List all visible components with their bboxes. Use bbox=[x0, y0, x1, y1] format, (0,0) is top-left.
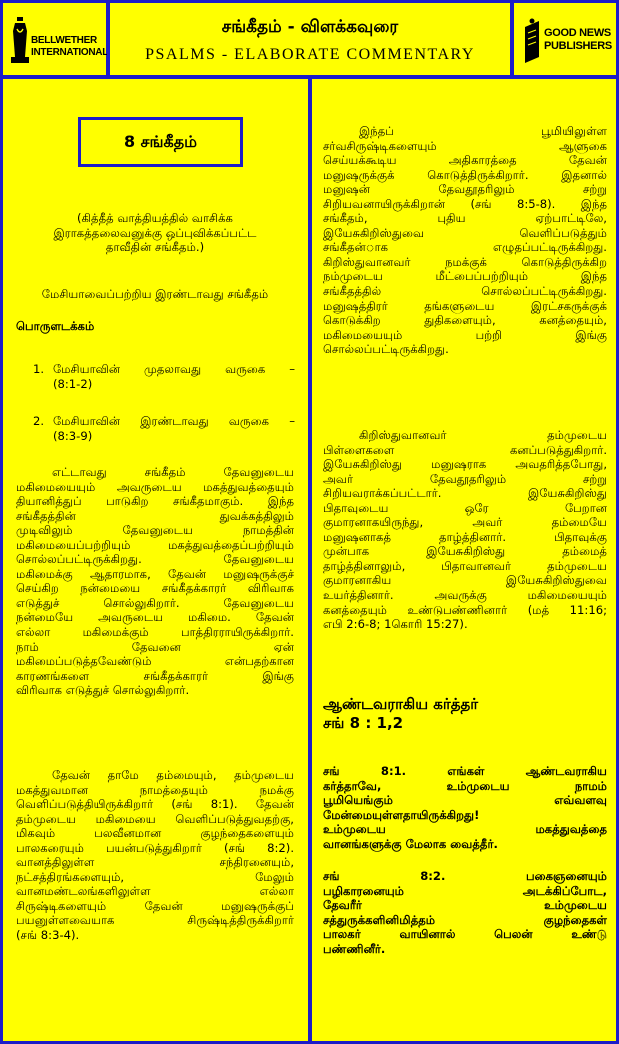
text-line: மகிமைக்கு ஆதாரமாக, தேவன் மனுஷருக்குச் bbox=[16, 566, 294, 581]
outline-reference: (8:3-9) bbox=[53, 428, 93, 443]
good-news-logo-line1: GOOD NEWS bbox=[544, 27, 611, 39]
left-paragraph-2 bbox=[16, 768, 294, 943]
good-news-logo-line2: PUBLISHERS bbox=[544, 40, 612, 52]
text-line: முடிவிலும் தேவனுடைய நாமத்தின் bbox=[16, 523, 294, 538]
text-line: மகிமையையும் பற்றி இங்கு bbox=[323, 327, 607, 342]
text-line: விரிவாக எடுத்துச் சொல்லுகிறார். bbox=[16, 683, 190, 698]
outline-item bbox=[33, 362, 295, 391]
text-line: கொடுக்கிற துதிகளையும், கனத்தையும், bbox=[323, 313, 607, 328]
bellwether-logo-line2: INTERNATIONAL bbox=[31, 47, 109, 58]
text-line: உயர்த்தினார். அவருக்கு மகிமையையும் bbox=[323, 588, 607, 603]
text-line: செய்யக்கூடிய அதிகாரத்தை தேவன் bbox=[323, 153, 607, 168]
text-line: குமாரனாகயிருந்து, அவர் தம்மையே bbox=[323, 515, 607, 530]
subtitle-line: (கித்தீத் வாத்தியத்தில் வாசிக்க bbox=[77, 211, 233, 225]
text-line: வெளிப்படுத்தியிருக்கிறார் (சங் 8:1). தேவன் bbox=[16, 797, 294, 812]
good-news-logo bbox=[522, 15, 610, 67]
text-line: மனுஷனாகத் தாழ்த்தினார். பிதாவுக்கு bbox=[323, 529, 607, 544]
text-line: மிகவும் பலவீனமான குழந்தைகளையும் bbox=[16, 826, 294, 841]
header-left-logo-box bbox=[0, 0, 109, 78]
text-line: (சங் 8:3-4). bbox=[16, 928, 80, 943]
verse-line: பூமியெங்கும் எவ்வளவு bbox=[323, 793, 607, 808]
page-title-tamil: சங்கீதம் - விளக்கவுரை bbox=[221, 17, 399, 37]
text-line: தாழ்த்தினாலும், பிதாவானவர் தம்முடைய bbox=[323, 558, 607, 573]
bellwether-logo-line1: BELLWETHER bbox=[31, 35, 97, 46]
text-line: பிள்ளைகளை கனப்படுத்துகிறார். bbox=[323, 442, 607, 457]
text-line: மகிமைப்படுத்தவேண்டும் என்பதற்கான bbox=[16, 654, 294, 669]
outline-text: மேசியாவின் முதலாவது வருகை – bbox=[53, 362, 295, 376]
verse-line: சங் 8:2. பகைஞனையும் bbox=[323, 869, 607, 883]
verse-line: உம்முடைய மகத்துவத்தை bbox=[323, 822, 607, 837]
text-line: மனுஷத்திரர் தங்களுடைய இரட்சகருக்குக் bbox=[323, 298, 607, 313]
header-right-logo-box bbox=[511, 0, 619, 78]
verse-line: பண்ணினீர். bbox=[323, 941, 386, 956]
right-paragraph-2 bbox=[323, 428, 607, 632]
text-line: கனத்தையும் உண்டுபண்ணினார் (மத் 11:16; bbox=[323, 602, 607, 617]
text-line: பயனுள்ளவையாக சிருஷ்டித்திருக்கிறார் bbox=[16, 913, 294, 928]
text-line: காரணங்களை சங்கீதக்காரர் இங்கு bbox=[16, 668, 294, 683]
text-line: வானத்திலுள்ள சந்திரனையும், bbox=[16, 855, 294, 870]
text-line: அவர் தேவதூதரிலும் சற்று bbox=[323, 471, 607, 486]
verse-8-1 bbox=[323, 764, 607, 851]
bellwether-logo bbox=[11, 15, 109, 67]
verse-line: தேவரீர் உம்முடைய bbox=[323, 898, 607, 913]
psalm-subtitle bbox=[20, 211, 290, 255]
section-heading bbox=[323, 695, 607, 733]
page-title-english: PSALMS - ELABORATE COMMENTARY bbox=[145, 46, 475, 63]
outline-reference: (8:1-2) bbox=[53, 376, 93, 391]
verse-line: மேன்மையுள்ளதாயிருக்கிறது! bbox=[323, 807, 480, 822]
text-line: இயேசுகிறிஸ்து மனுஷராக அவதரித்தபோது, bbox=[323, 457, 607, 472]
text-line: பாலகரையும் பயன்படுத்துகிறார் (சங் 8:2). bbox=[16, 840, 294, 855]
text-line: சிறியவராக்கப்பட்டார். இயேசுகிறிஸ்து bbox=[323, 486, 607, 501]
text-line: மகிமையைப்பற்றியும் மகத்துவத்தைப்பற்றியும் bbox=[16, 537, 294, 552]
text-line: சொல்லப்பட்டிருக்கிறது. bbox=[323, 342, 449, 357]
text-line: எல்லா மகிமைக்கும் பாத்திரராயிருக்கிறார். bbox=[16, 625, 294, 640]
verse-line: கர்த்தாவே, உம்முடைய நாமம் bbox=[323, 778, 607, 793]
psalm-title: 8 சங்கீதம் bbox=[78, 117, 243, 167]
text-line: நாம் தேவனை ஏன் bbox=[16, 639, 294, 654]
text-line: மனுஷருக்குக் கொடுத்திருக்கிறார். இதனால் bbox=[323, 167, 607, 182]
text-line: மகத்துவமான நாமத்தையும் நமக்கு bbox=[16, 782, 294, 797]
text-line: நன்மையே அவருடைய மகிமை. தேவன் bbox=[16, 610, 294, 625]
text-line: சிருஷ்டிகளையும் தேவன் மனுஷருக்குப் bbox=[16, 898, 294, 913]
text-line: எடுத்துச் சொல்லுகிறார். தேவனுடைய bbox=[16, 595, 294, 610]
outline-item bbox=[33, 414, 295, 443]
text-line: சிறியவனாயிருக்கிறான் (சங் 8:5-8). இந்த bbox=[323, 196, 607, 211]
text-line: கிறிஸ்துவானவர் தம்முடைய bbox=[359, 428, 607, 442]
verse-line: பாலகர் வாயினால் பெலன் உண்டு bbox=[323, 927, 607, 942]
text-line: சங்கீதம், புதிய ஏற்பாட்டிலே, bbox=[323, 211, 607, 226]
text-line: பிதாவுடைய ஒரே பேறான bbox=[323, 500, 607, 515]
text-line: நட்சத்திரங்களையும், மேலும் bbox=[16, 869, 294, 884]
verse-line: பழிகாரனையும் அடக்கிப்போட, bbox=[323, 883, 607, 898]
verse-line: சத்துருக்களினிமித்தம் குழந்தைகள் bbox=[323, 912, 607, 927]
contents-heading: பொருளடக்கம் bbox=[16, 319, 95, 333]
text-line: தேவன் தாமே தம்மையும், தம்முடைய bbox=[52, 768, 294, 782]
outline-text: மேசியாவின் இரண்டாவது வருகை – bbox=[53, 414, 295, 428]
text-line: முன்பாக இயேசுகிறிஸ்து தம்மைத் bbox=[323, 544, 607, 559]
section-heading-line: ஆண்டவராகிய கர்த்தர் bbox=[323, 695, 479, 713]
text-line: செய்கிற நன்மையை சங்கீதக்காரர் விரிவாக bbox=[16, 581, 294, 596]
verse-line: சங் 8:1. எங்கள் ஆண்டவராகிய bbox=[323, 764, 607, 778]
text-line: சங்கீதத்தில் சொல்லப்பட்டிருக்கிறது. bbox=[323, 284, 607, 299]
text-line: கிறிஸ்துவானவர் நமக்குக் கொடுத்திருக்கிற bbox=[323, 254, 607, 269]
text-line: வானமண்டலங்களிலுள்ள எல்லா bbox=[16, 884, 294, 899]
second-psalm-label: மேசியாவைப்பற்றிய இரண்டாவது சங்கீதம் bbox=[41, 287, 269, 301]
right-paragraph-1 bbox=[323, 124, 607, 357]
left-paragraph-1 bbox=[16, 465, 294, 698]
section-heading-line: சங் 8 : 1,2 bbox=[323, 714, 404, 732]
outline-number: 1. bbox=[33, 362, 45, 376]
text-line: சங்கீதன்ாக எழுதப்பட்டிருக்கிறது. bbox=[323, 240, 607, 255]
text-line: தியானித்துப் பாடுகிற சங்கீதமாகும். இந்த bbox=[16, 494, 294, 509]
text-line: சங்கீதத்தின் துவக்கத்திலும் bbox=[16, 508, 294, 523]
text-line: நம்முடைய மீட்பைப்பற்றியும் இந்த bbox=[323, 269, 607, 284]
text-line: குமாரனாகிய இயேசுகிறிஸ்துவை bbox=[323, 573, 607, 588]
header-title-box bbox=[107, 0, 513, 78]
text-line: தம்முடைய மகிமையை வெளிப்படுத்துவதற்கு, bbox=[16, 811, 294, 826]
subtitle-line: தாவீதின் சங்கீதம்.) bbox=[105, 240, 205, 255]
text-line: மகிமையையும் அவருடைய மகத்துவத்தையும் bbox=[16, 479, 294, 494]
text-line: எட்டாவது சங்கீதம் தேவனுடைய bbox=[52, 465, 294, 479]
text-line: இயேசுகிறிஸ்துவை வெளிப்படுத்தும் bbox=[323, 225, 607, 240]
outline-number: 2. bbox=[33, 414, 45, 428]
good-news-book-icon bbox=[522, 17, 542, 65]
text-line: சர்வசிருஷ்டிகளையும் ஆளுகை bbox=[323, 138, 607, 153]
text-line: மனுஷன் தேவதூதரிலும் சற்று bbox=[323, 182, 607, 197]
verse-8-2 bbox=[323, 869, 607, 956]
subtitle-line: இராகத்தலைவனுக்கு ஒப்புவிக்கப்பட்ட bbox=[53, 225, 257, 240]
verse-line: வானங்களுக்கு மேலாக வைத்தீர். bbox=[323, 836, 498, 851]
text-line: சொல்லப்பட்டிருக்கிறது. தேவனுடைய bbox=[16, 552, 294, 567]
text-line: எபி 2:6-8; 1கொரி 15:27). bbox=[323, 617, 468, 632]
bellwether-ram-icon bbox=[11, 17, 29, 65]
text-line: இந்தப் பூமியிலுள்ள bbox=[359, 124, 607, 138]
